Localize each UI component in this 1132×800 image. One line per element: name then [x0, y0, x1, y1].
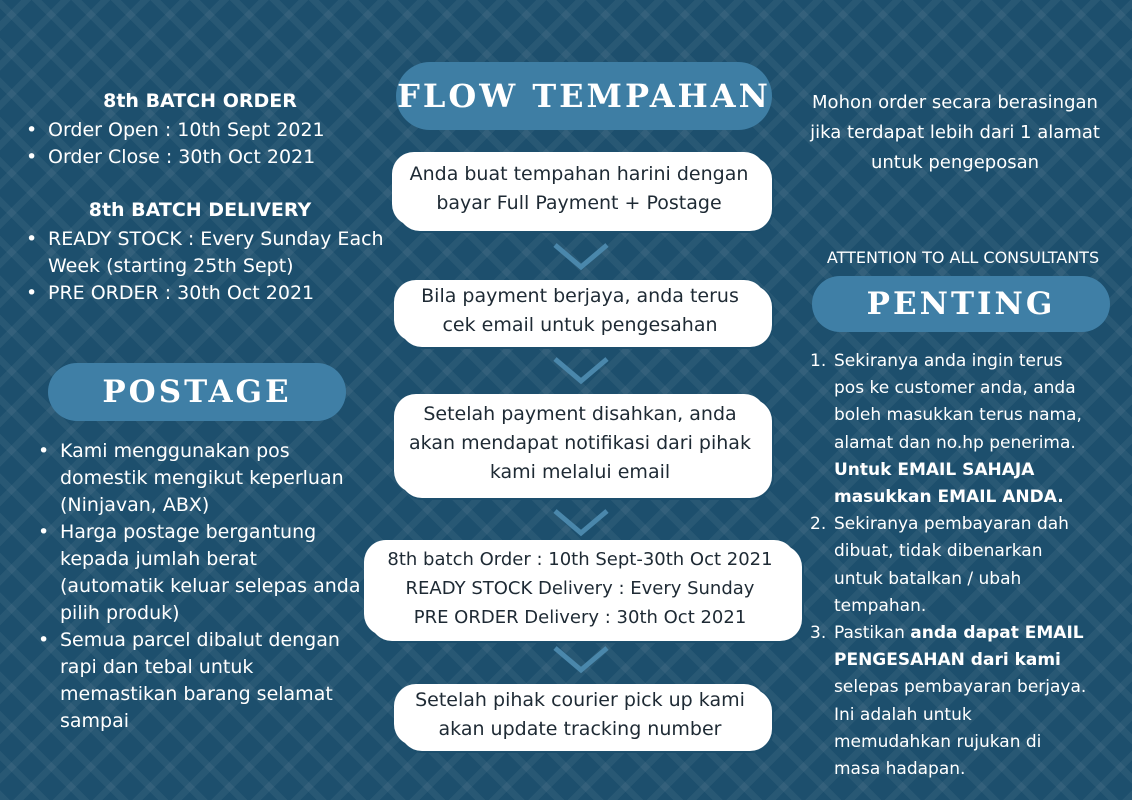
penting-text: Sekiranya pembayaran dah dibuat, tidak dibenarkan untuk batalkan / ubah tempahan.	[834, 514, 1069, 616]
penting-bold-text: anda dapat EMAIL PENGESAHAN dari kami	[834, 623, 1084, 671]
flow-step-2	[394, 280, 766, 342]
flow-step-line: Bila payment berjaya, anda terus	[421, 285, 739, 307]
list-item	[810, 620, 1088, 783]
penting-text: Sekiranya anda ingin terus pos ke customer anda, anda boleh masukkan terus nama, alamat dan no.hp penerima.	[834, 351, 1082, 453]
chevron-down-icon	[551, 507, 611, 537]
flow-step-line: Setelah pihak courier pick up kami	[415, 689, 745, 711]
flow-step-line: bayar Full Payment + Postage	[436, 192, 722, 214]
order-list	[22, 117, 392, 171]
penting-text: Pastikan	[834, 623, 905, 644]
list-item: • Kami menggunakan pos domestik mengikut keperluan (Ninjavan, ABX)	[34, 438, 364, 519]
delivery-title: 8th BATCH DELIVERY	[88, 199, 312, 221]
list-item: • READY STOCK : Every Sunday Each Week (starting 25th Sept)	[22, 226, 397, 280]
chevron-down-icon	[551, 241, 611, 271]
attention-heading: ATTENTION TO ALL CONSULTANTS	[826, 248, 1100, 267]
list-item	[810, 348, 1088, 511]
chevron-down-icon	[551, 355, 611, 385]
flow-step-line: Anda buat tempahan harini dengan	[409, 163, 749, 185]
flow-step-line: READY STOCK Delivery : Every Sunday	[405, 577, 755, 599]
flow-step-4	[364, 540, 796, 636]
list-item: • PRE ORDER : 30th Oct 2021	[22, 280, 397, 307]
flow-step-line: akan mendapat notifikasi dari pihak	[409, 432, 751, 454]
flow-step-3	[394, 394, 766, 493]
list-item: • Order Close : 30th Oct 2021	[22, 144, 392, 171]
penting-text: selepas pembayaran berjaya. Ini adalah untuk memudahkan rujukan di masa hadapan.	[834, 677, 1087, 780]
chevron-down-icon	[551, 644, 611, 674]
penting-list	[810, 348, 1088, 783]
flow-step-5	[394, 684, 766, 746]
penting-title: PENTING	[812, 276, 1110, 332]
notice-line: jika terdapat lebih dari 1 alamat	[810, 122, 1100, 143]
list-number: 1.	[810, 351, 827, 371]
delivery-list	[22, 226, 397, 307]
postage-title: POSTAGE	[48, 363, 346, 421]
notice-line: untuk pengeposan	[870, 152, 1040, 173]
flow-title: FLOW TEMPAHAN	[396, 62, 772, 130]
list-item: • Order Open : 10th Sept 2021	[22, 117, 392, 144]
flow-step-line: Setelah payment disahkan, anda	[423, 403, 737, 425]
list-item: • Semua parcel dibalut dengan rapi dan tebal untuk memastikan barang selamat sampai	[34, 627, 364, 735]
order-title: 8th BATCH ORDER	[103, 90, 297, 112]
list-item: • Harga postage bergantung kepada jumlah berat (automatik keluar selepas anda pilih produk)	[34, 519, 364, 627]
flow-step-1	[392, 152, 766, 226]
postage-list	[34, 438, 364, 735]
list-item	[810, 511, 1088, 620]
notice-text	[790, 88, 1120, 178]
list-number: 3.	[810, 623, 827, 644]
penting-bold-text: Untuk EMAIL SAHAJA masukkan EMAIL ANDA.	[834, 459, 1064, 508]
flow-step-line: cek email untuk pengesahan	[442, 314, 718, 336]
flow-step-line: PRE ORDER Delivery : 30th Oct 2021	[413, 606, 747, 628]
list-number: 2.	[810, 514, 827, 535]
flow-step-line: 8th batch Order : 10th Sept-30th Oct 2021	[387, 548, 773, 570]
notice-line: Mohon order secara berasingan	[812, 92, 1098, 113]
flow-step-line: kami melalui email	[489, 461, 671, 483]
flow-step-line: akan update tracking number	[438, 718, 722, 740]
